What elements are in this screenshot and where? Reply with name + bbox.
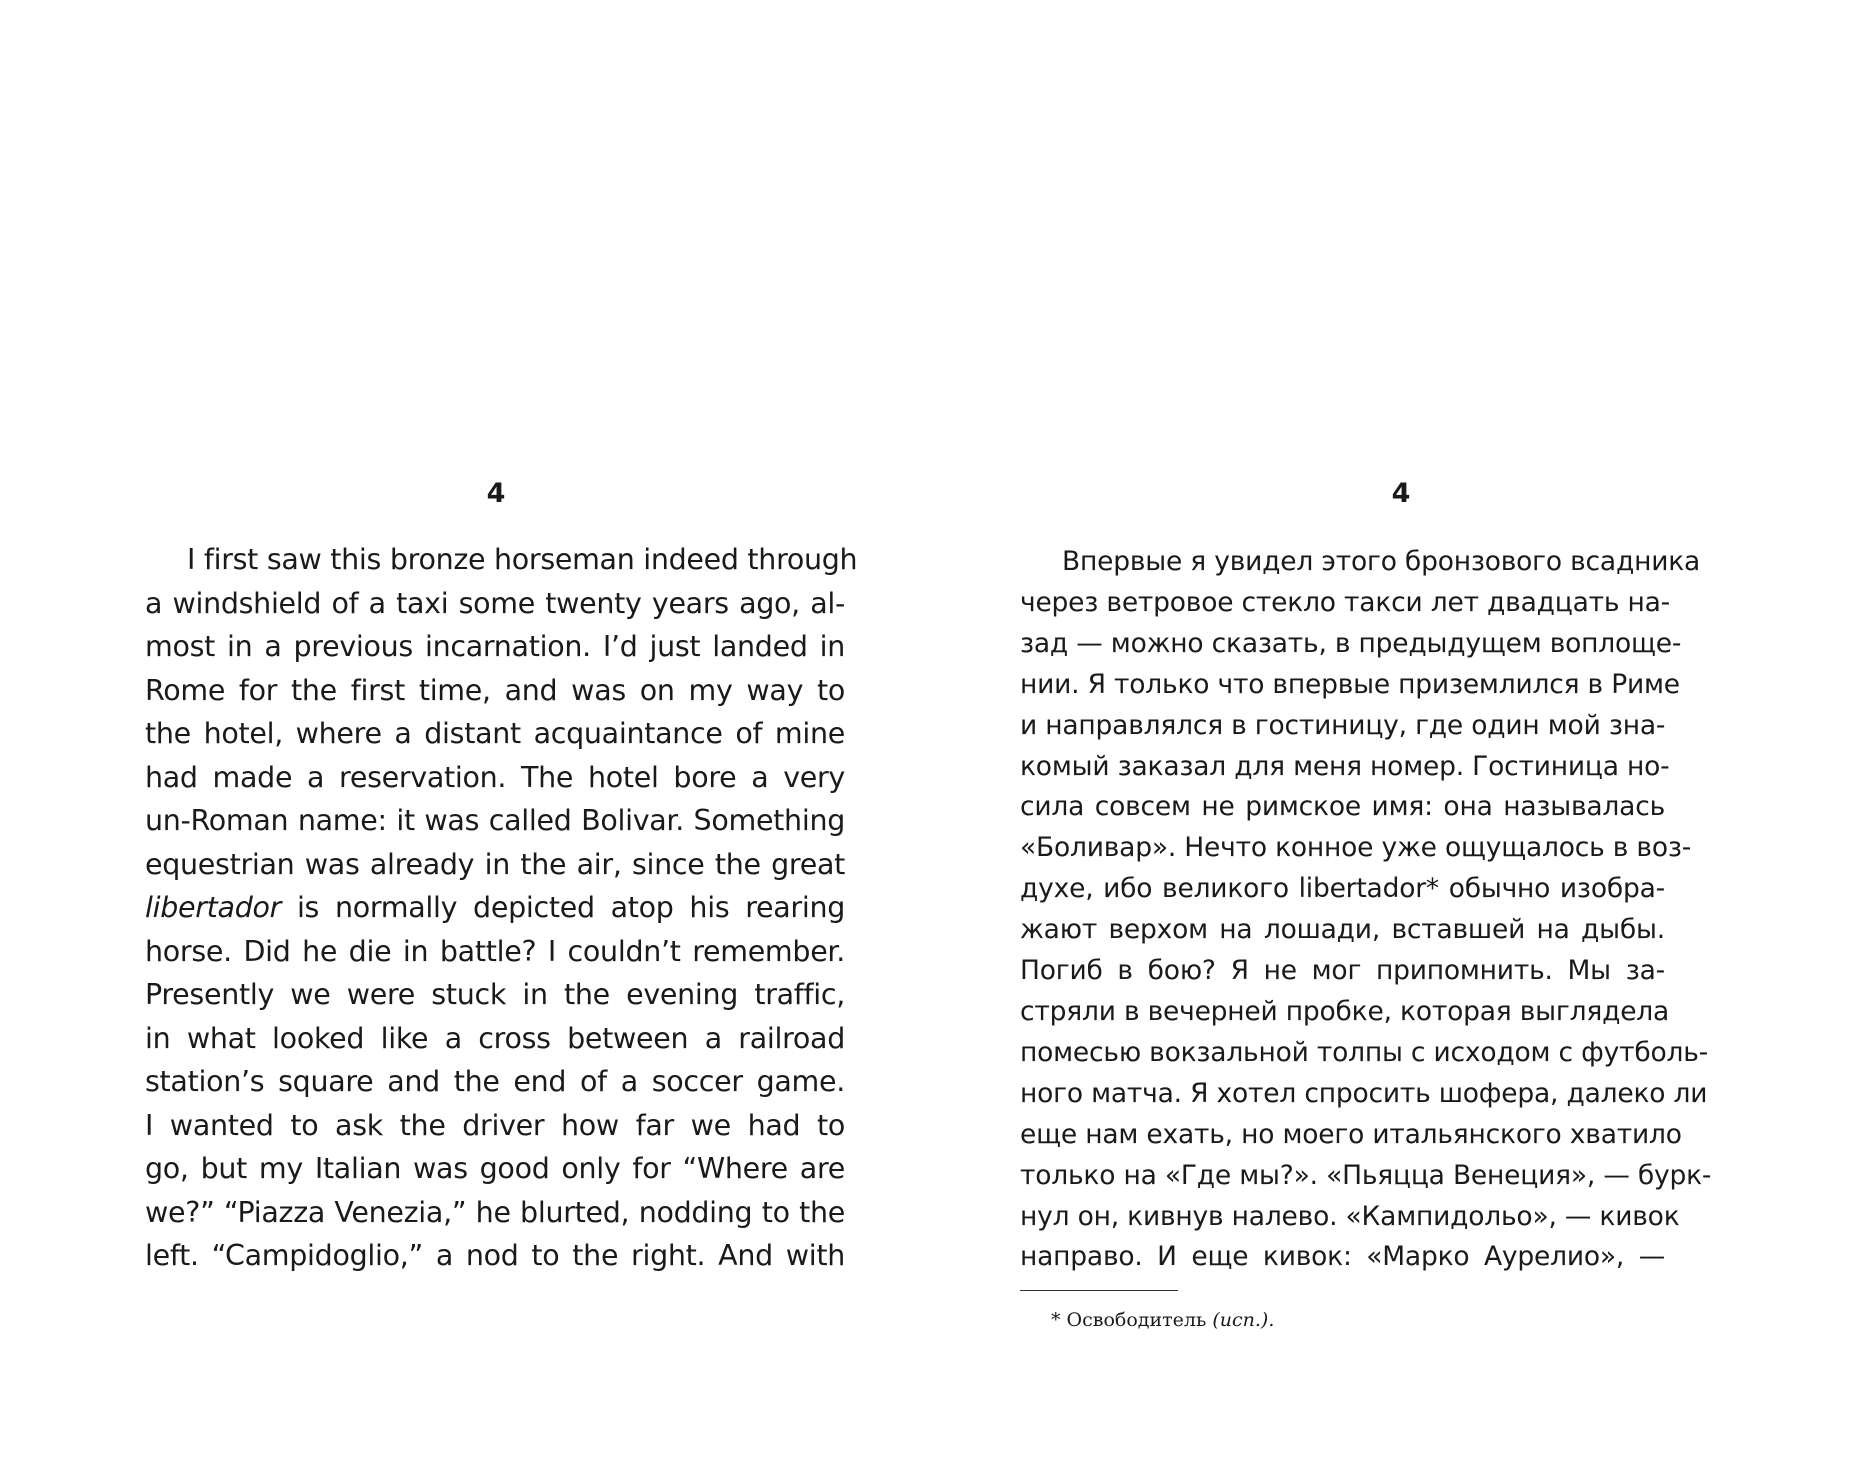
- text-line: Погиб в бою? Я не мог припомнить. Мы за-: [1020, 955, 1665, 987]
- text-line: нии. Я только что впервые приземлился в Риме: [1020, 668, 1680, 700]
- text-line: помесью вокзальной толпы с исходом с футболь-: [1020, 1036, 1708, 1068]
- text-line: the hotel, where a distant acquaintance of mine: [145, 717, 845, 750]
- text-line: station’s square and the end of a soccer game.: [145, 1065, 845, 1098]
- text-line-rest: is normally depicted atop his rearing: [296, 891, 845, 924]
- text-line: сила совсем не римское имя: она называлась: [1020, 791, 1665, 823]
- text-line: go, but my Italian was good only for “Where are: [145, 1152, 845, 1185]
- russian-paragraph: [1020, 542, 1712, 1278]
- text-line: «Боливар». Нечто конное уже ощущалось в воз-: [1020, 832, 1692, 864]
- text-line: equestrian was already in the air, since the great: [145, 847, 845, 881]
- text-line: a windshield of a taxi some twenty years ago, al-: [145, 586, 845, 620]
- text-line: had made a reservation. The hotel bore a very: [145, 760, 845, 794]
- text-line: we?” “Piazza Venezia,” he blurted, nodding to the: [145, 1195, 845, 1229]
- right-page-russian: [935, 0, 1870, 1458]
- text-line: I wanted to ask the driver how far we had to: [145, 1108, 845, 1142]
- text-line: un-Roman name: it was called Bolivar. Something: [145, 804, 845, 837]
- text-line: еще нам ехать, но моего итальянского хватило: [1020, 1118, 1682, 1150]
- text-line: духе, ибо великого libertador* обычно изобра-: [1020, 873, 1665, 905]
- text-line: I first saw this bronze horseman indeed through: [187, 543, 858, 576]
- text-line: через ветровое стекло такси лет двадцать на-: [1020, 586, 1671, 618]
- footnote-divider: [1020, 1290, 1178, 1291]
- text-line: зад — можно сказать, в предыдущем воплоще-: [1020, 627, 1682, 659]
- text-line: нул он, кивнув налево. «Кампидольо», — кивок: [1020, 1200, 1680, 1232]
- text-line: направо. И еще кивок: «Марко Аурелио», —: [1020, 1241, 1665, 1273]
- text-line: только на «Где мы?». «Пьяцца Венеция», — бурк-: [1020, 1159, 1712, 1191]
- text-line: Впервые я увидел этого бронзового всадника: [1062, 546, 1701, 577]
- text-line: Rome for the first time, and was on my way to: [145, 673, 845, 707]
- chapter-number: 4: [486, 478, 506, 509]
- english-paragraph: [145, 538, 858, 1278]
- text-line: left. “Campidoglio,” a nod to the right. And with: [145, 1239, 845, 1272]
- text-line-with-italic: [145, 886, 845, 930]
- italic-term: libertador: [145, 891, 282, 924]
- text-line: ного матча. Я хотел спросить шофера, далеко ли: [1020, 1077, 1708, 1109]
- text-line: horse. Did he die in battle? I couldn’t remember.: [145, 934, 845, 968]
- text-line: most in a previous incarnation. I’d just landed in: [145, 630, 845, 663]
- text-line: и направлялся в гостиницу, где один мой зна-: [1020, 709, 1666, 741]
- footnote-text: * Освободитель: [1051, 1309, 1207, 1331]
- text-line: in what looked like a cross between a railroad: [145, 1021, 845, 1055]
- chapter-number: 4: [1391, 478, 1411, 509]
- text-line: стряли в вечерней пробке, которая выглядела: [1020, 995, 1670, 1027]
- footnote: [1051, 1306, 1274, 1334]
- text-line: комый заказал для меня номер. Гостиница но-: [1020, 750, 1670, 782]
- text-line: Presently we were stuck in the evening traffic,: [145, 978, 845, 1011]
- footnote-note: (исп.).: [1212, 1309, 1275, 1331]
- text-line: жают верхом на лошади, вставшей на дыбы.: [1020, 914, 1665, 946]
